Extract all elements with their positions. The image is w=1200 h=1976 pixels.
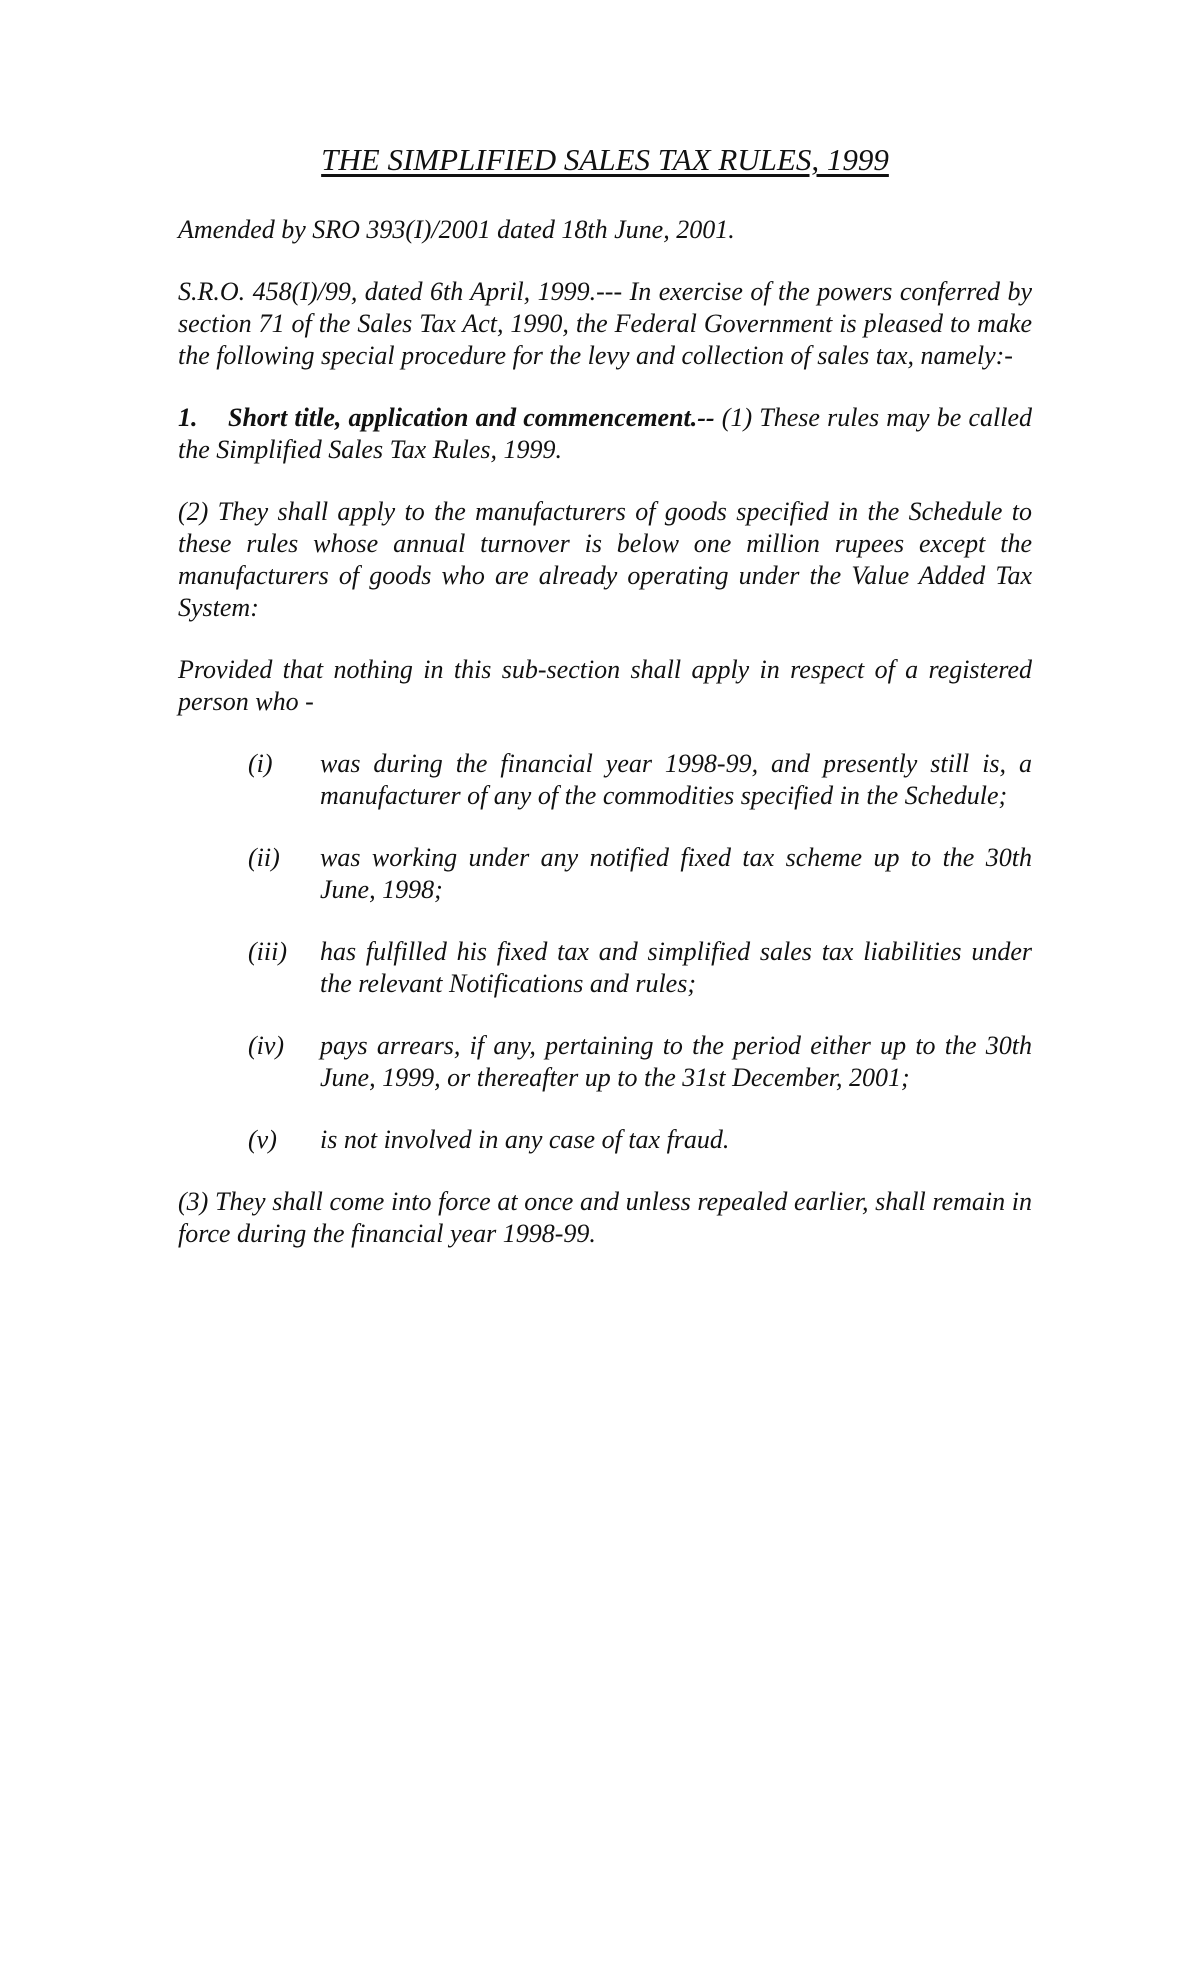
preamble-paragraph: S.R.O. 458(I)/99, dated 6th April, 1999.--- In exercise of the powers conferred by section 71 of the Sales Tax Act, 1990, the Federal Government is pleased to make the following special procedure for the levy and collection of sales tax, namely:- [178,277,1032,370]
list-item-text: was working under any notified fixed tax scheme up to the 30th June, 1998; [320,843,1032,904]
amendment-note: Amended by SRO 393(I)/2001 dated 18th June, 2001. [178,215,735,244]
list-item-label: (iv) [248,1031,285,1060]
rule-1-subsection-1: (1) These rules may be called the Simplified Sales Tax Rules, 1999. [178,403,1033,464]
list-item-label: (iii) [248,937,287,966]
proviso-conditions-list [178,748,1032,1156]
rule-1-number: 1. [178,403,198,432]
document-title: THE SIMPLIFIED SALES TAX RULES, 1999 [321,142,889,177]
proviso-paragraph: Provided that nothing in this sub-section shall apply in respect of a registered person who - [178,655,1032,716]
list-item [178,748,1032,812]
list-item [178,842,1032,906]
list-item-text: pays arrears, if any, pertaining to the period either up to the 30th June, 1999, or thereafter up to the 31st December, 2001; [320,1031,1032,1092]
rule-1-paragraph [178,402,1032,466]
list-item-label: (ii) [248,843,280,872]
list-item [178,936,1032,1000]
subsection-2-paragraph: (2) They shall apply to the manufacturers of goods specified in the Schedule to these rules whose annual turnover is below one million rupees except the manufacturers of goods who are already operating under the Value Added Tax System: [178,497,1032,622]
list-item-label: (v) [248,1125,277,1154]
list-item-label: (i) [248,749,273,778]
list-item-text: is not involved in any case of tax fraud. [320,1125,730,1154]
document-body [178,140,1032,1280]
subsection-3-paragraph: (3) They shall come into force at once and unless repealed earlier, shall remain in force during the financial year 1998-99. [178,1187,1032,1248]
rule-1-heading: Short title, application and commencement.-- [228,403,715,432]
list-item-text: was during the financial year 1998-99, and presently still is, a manufacturer of any of the commodities specified in the Schedule; [320,749,1032,810]
list-item [178,1124,1032,1156]
list-item [178,1030,1032,1094]
list-item-text: has fulfilled his fixed tax and simplified sales tax liabilities under the relevant Notifications and rules; [320,937,1032,998]
